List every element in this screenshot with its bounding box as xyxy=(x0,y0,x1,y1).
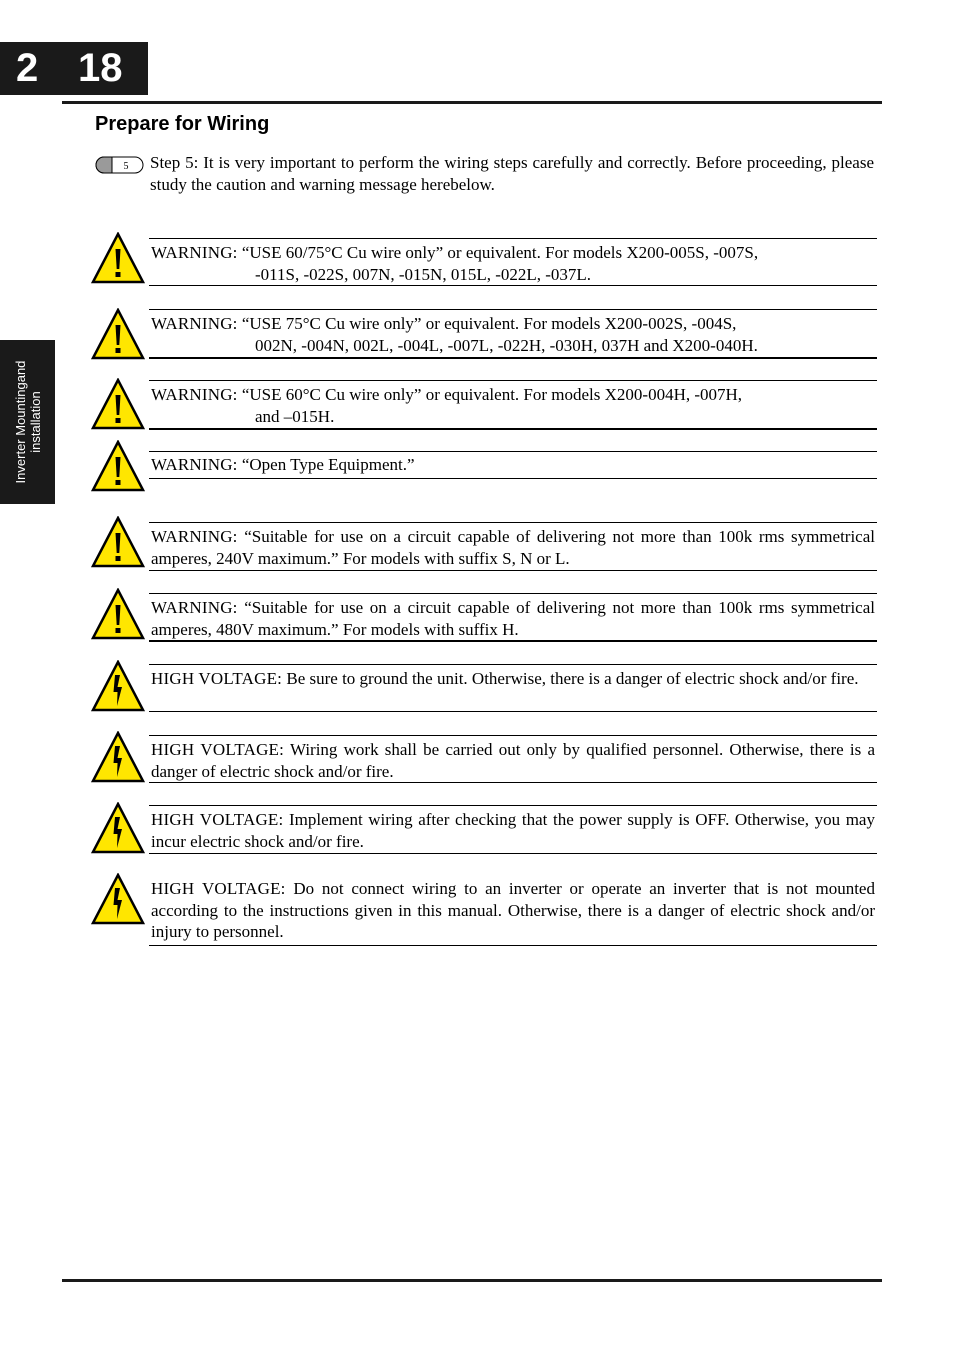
step-label: Step 5: xyxy=(150,153,199,172)
footer-rule xyxy=(62,1279,882,1282)
message-label: HIGH VOLTAGE: xyxy=(151,879,286,898)
message-text: “USE 60/75°C Cu wire only” or equivalent. For models X200-005S, -007S, xyxy=(237,243,759,262)
page-header-tab xyxy=(0,42,148,95)
chapter-number: 2 xyxy=(16,46,39,90)
side-chapter-label-line1: Inverter Mountingand xyxy=(13,360,28,484)
warning-icon xyxy=(91,308,145,360)
message-text-continued: and –015H. xyxy=(255,406,335,426)
side-chapter-label-line2: installation xyxy=(28,391,43,453)
message-text: “USE 75°C Cu wire only” or equivalent. For models X200-002S, -004S, xyxy=(237,314,737,333)
high-voltage-icon xyxy=(91,731,145,783)
message-text: “Open Type Equipment.” xyxy=(237,455,415,474)
warning-icon xyxy=(91,378,145,430)
warning-icon xyxy=(91,588,145,640)
message-text-continued: -011S, -022S, 007N, -015N, 015L, -022L, -037L. xyxy=(255,264,592,284)
message-text: Wiring work shall be carried out only by qualified personnel. Otherwise, there is a danger of electric shock and/or fire. xyxy=(151,740,876,781)
message-text-continued: 002N, -004N, 002L, -004L, -007L, -022H, -030H, 037H and X200-040H. xyxy=(255,335,758,355)
high-voltage-icon xyxy=(91,660,145,712)
section-title: Prepare for Wiring xyxy=(95,113,270,135)
message-label: WARNING: xyxy=(151,598,238,617)
header-rule xyxy=(62,101,882,104)
message-label: WARNING: xyxy=(151,243,238,262)
high-voltage-icon xyxy=(91,873,145,925)
message-text: “USE 60°C Cu wire only” or equivalent. For models X200-004H, -007H, xyxy=(237,385,743,404)
message-label: WARNING: xyxy=(151,527,238,546)
warning-icon xyxy=(91,516,145,568)
message-text: Do not connect wiring to an inverter or operate an inverter that is not mounted according to the instructions given in this manual. Otherwise, there is a danger of electric shock and/or injury to personnel. xyxy=(151,879,875,941)
step-icon-number: 5 xyxy=(123,161,129,172)
message-text: Be sure to ground the unit. Otherwise, there is a danger of electric shock and/or fire. xyxy=(282,669,859,688)
message-label: HIGH VOLTAGE: xyxy=(151,740,285,759)
message-text: “Suitable for use on a circuit capable of delivering not more than 100k rms symmetrical amperes, 240V maximum.” For models with suffix S, N or L. xyxy=(151,527,875,568)
step-icon xyxy=(95,156,145,174)
high-voltage-icon xyxy=(91,802,145,854)
page-number: 18 xyxy=(78,46,123,90)
warning-icon xyxy=(91,232,145,284)
message-label: WARNING: xyxy=(151,385,238,404)
message-text: Implement wiring after checking that the power supply is OFF. Otherwise, you may incur electric shock and/or fire. xyxy=(151,810,875,851)
message-label: WARNING: xyxy=(151,455,238,474)
message-label: HIGH VOLTAGE: xyxy=(151,669,283,688)
message-label: HIGH VOLTAGE: xyxy=(151,810,284,829)
message-label: WARNING: xyxy=(151,314,238,333)
side-chapter-label xyxy=(13,342,43,502)
message-text: “Suitable for use on a circuit capable of delivering not more than 100k rms symmetrical amperes, 480V maximum.” For models with suffix H. xyxy=(151,598,875,639)
warning-icon xyxy=(91,440,145,492)
step-text: It is very important to perform the wiring steps carefully and correctly. Before proceeding, please study the caution and warning message herebelow. xyxy=(150,153,875,194)
step-paragraph xyxy=(150,152,874,195)
